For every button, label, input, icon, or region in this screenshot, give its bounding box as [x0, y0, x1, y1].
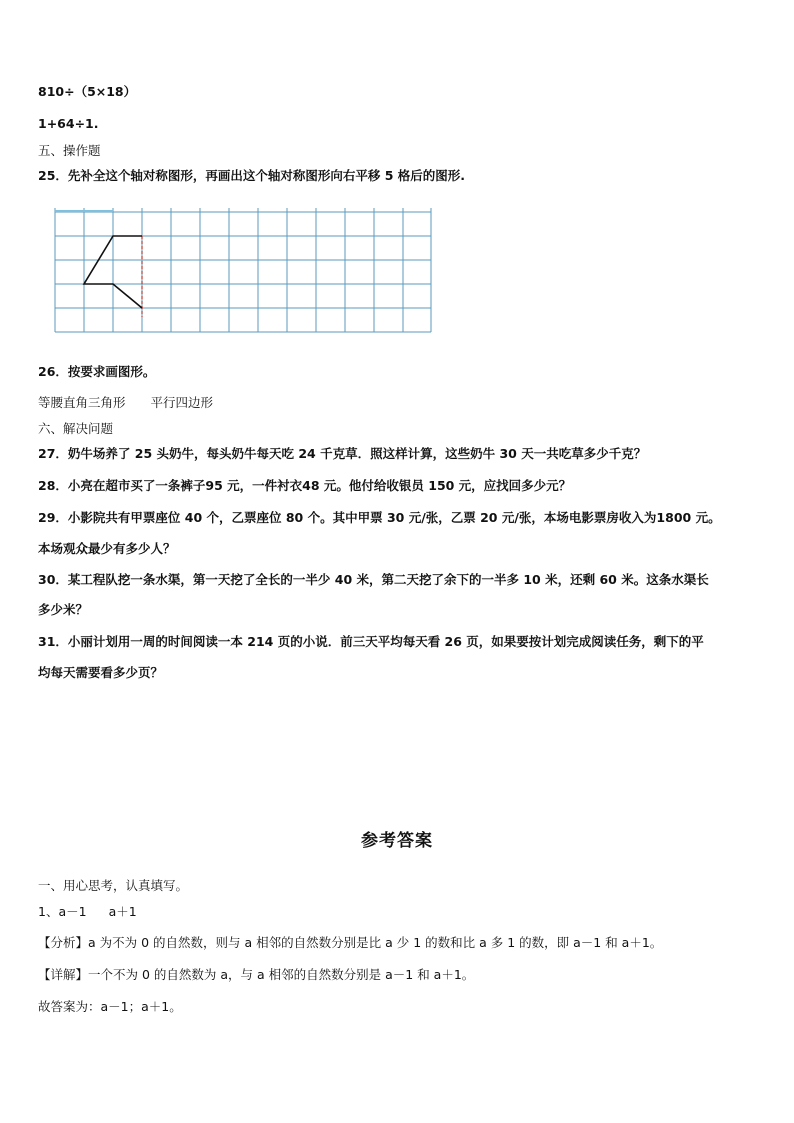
question-27: 27．奶牛场养了 25 头奶牛，每头奶牛每天吃 24 千克草．照这样计算，这些奶牛 30 天一共吃草多少千克？	[38, 446, 647, 461]
question-30-line-1: 30．某工程队挖一条水渠，第一天挖了全长的一半少 40 米，第二天挖了余下的一半多 10 米，还剩 60 米。这条水渠长	[38, 572, 709, 587]
answer-1-first: 1、a－1	[38, 904, 87, 919]
grid-figure	[54, 207, 434, 339]
question-31-line-2: 均每天需要看多少页？	[38, 665, 164, 680]
answer-1-detail: 【详解】一个不为 0 的自然数为 a，与 a 相邻的自然数分别是 a－1 和 a＋1。	[38, 967, 475, 982]
answers-part-1-heading: 一、用心思考，认真填写。	[38, 878, 189, 893]
grid-svg	[54, 207, 434, 335]
answer-1-second: a＋1	[108, 904, 137, 919]
question-30-line-2: 多少米？	[38, 602, 89, 617]
question-31-line-1: 31．小丽计划用一周的时间阅读一本 214 页的小说．前三天平均每天看 26 页，如果要按计划完成阅读任务，剩下的平	[38, 634, 704, 649]
answer-1-analysis: 【分析】a 为不为 0 的自然数，则与 a 相邻的自然数分别是比 a 少 1 的数和比 a 多 1 的数，即 a－1 和 a＋1。	[38, 935, 663, 950]
section-5-heading: 五、操作题	[38, 143, 101, 158]
grid-lines	[55, 208, 431, 332]
answer-1-conclusion: 故答案为：a－1；a＋1。	[38, 999, 182, 1014]
question-29-line-1: 29．小影院共有甲票座位 40 个，乙票座位 80 个。其中甲票 30 元/张，乙票 20 元/张，本场电影票房收入为1800 元。	[38, 510, 721, 525]
question-28: 28．小亮在超市买了一条裤子95 元，一件衬衣48 元。他付给收银员 150 元，应找回多少元？	[38, 478, 572, 493]
shape-parallelogram: 平行四边形	[150, 395, 214, 410]
question-29-line-2: 本场观众最少有多少人？	[38, 541, 176, 556]
shape-isosceles-right-triangle: 等腰直角三角形	[38, 395, 126, 410]
answer-1	[38, 904, 137, 920]
question-26-shapes	[38, 395, 213, 411]
question-25: 25．先补全这个轴对称图形，再画出这个轴对称图形向右平移 5 格后的图形.	[38, 168, 466, 183]
calc-question-1: 810÷（5×18）	[38, 84, 137, 99]
question-26: 26．按要求画图形。	[38, 364, 156, 379]
section-6-heading: 六、解决问题	[38, 421, 114, 436]
calc-question-2: 1+64÷1.	[38, 116, 99, 131]
answers-title: 参考答案	[361, 831, 433, 851]
